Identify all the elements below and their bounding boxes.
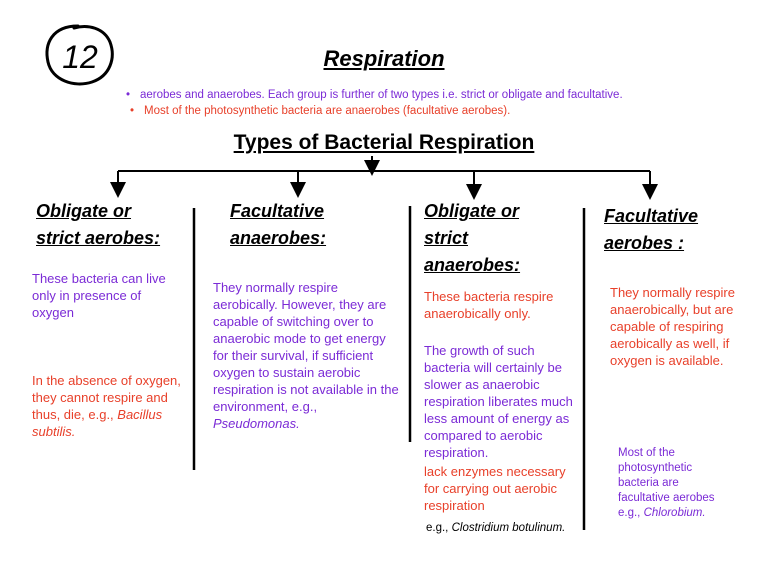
diagram-title: Types of Bacterial Respiration [233,131,535,154]
col4-para1: They normally respire anaerobically, but are capable of respiring aerobically as well, if oxygen is available. [610,285,735,368]
species-name: Pseudomonas. [213,416,300,431]
col3-para2: The growth of such bacteria will certainly be slower as anaerobic respiration liberates much less amount of energy as compared to aerobic respiration. [424,343,573,460]
slide-title: Respiration [323,46,445,71]
col3-para3: lack enzymes necessary for carrying out aerobic respiration [424,464,566,513]
col1-heading: Obligate or strict aerobes: [36,201,161,248]
col4-heading: Facultative aerobes : [604,206,699,253]
col4-para2: Most of the photosynthetic bacteria are facultative aerobes e.g., Chlorobium. [618,447,715,519]
col1-para2: In the absence of oxygen, they cannot respire and thus, die, e.g., Bacillus subtilis. [32,373,181,439]
col3-example: e.g., Clostridium botulinum. [426,522,566,534]
bullet-item: • Most of the photosynthetic bacteria are anaerobes (facultative aerobes). [130,105,511,117]
bullet-dot-icon: • [130,105,135,117]
bullet-item: • aerobes and anaerobes. Each group is further of two types i.e. strict or obligate and facultative. [126,89,623,101]
bullet-dot-icon: • [126,89,131,101]
col2-para1: They normally respire aerobically. However, they are capable of switching over to anaerobic mode to get energy for their survival, if sufficient oxygen to sustain aerobic respiration is not available in the environment, e.g., Pseudomonas. [213,280,399,431]
species-name: Clostridium botulinum. [451,522,566,534]
species-name: Chlorobium. [643,507,706,519]
col3-heading: Obligate or strict anaerobes: [424,201,521,275]
col1-para1: These bacteria can live only in presence of oxygen [32,271,166,320]
badge-number: 12 [62,39,98,75]
species-name: Bacillus subtilis. [32,407,163,439]
col2-heading: Facultative anaerobes: [230,201,327,248]
col3-para1: These bacteria respire anaerobically only. [424,289,554,321]
